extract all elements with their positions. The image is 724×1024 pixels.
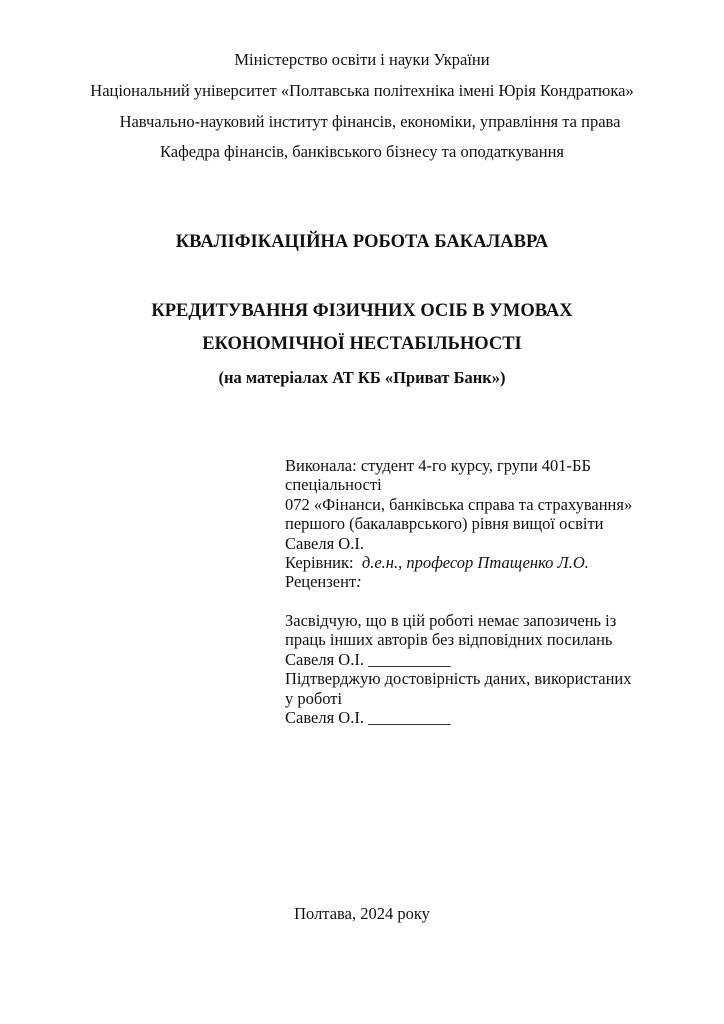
reviewer-colon: : — [356, 572, 362, 591]
thesis-title-line1: КРЕДИТУВАННЯ ФІЗИЧНИХ ОСІБ В УМОВАХ — [151, 301, 573, 321]
institute-name: Навчально-науковий інститут фінансів, економіки, управління та права — [119, 112, 621, 131]
ministry-name: Міністерство освіти і науки України — [234, 50, 490, 69]
place-year: Полтава, 2024 року — [294, 904, 430, 923]
signature-line2: Савеля О.І. __________ — [285, 708, 451, 727]
department-name: Кафедра фінансів, банківського бізнесу та оподаткування — [159, 142, 564, 161]
supervisor-line — [285, 553, 589, 573]
specialty-label: спеціальності — [285, 475, 382, 494]
thesis-subtitle: (на матеріалах АТ КБ «Приват Банк») — [218, 368, 506, 387]
declaration-line2: праць інших авторів без відповідних посилань — [285, 630, 613, 649]
confirmation-line2: у роботі — [285, 689, 343, 708]
reviewer-line — [285, 572, 362, 592]
university-name: Національний університет «Полтавська політехніка імені Юрія Кондратюка» — [90, 81, 634, 100]
specialty-value: 072 «Фінанси, банківська справа та страхування» — [285, 495, 633, 514]
declaration-line1: Засвідчую, що в цій роботі немає запозичень із — [285, 611, 617, 630]
education-level: першого (бакалаврського) рівня вищої освіти — [285, 514, 604, 533]
supervisor-value: д.е.н., професор Птащенко Л.О. — [361, 553, 589, 572]
work-type-heading: КВАЛІФІКАЦІЙНА РОБОТА БАКАЛАВРА — [175, 232, 549, 252]
author-course-line: Виконала: студент 4-го курсу, групи 401-ББ — [285, 456, 591, 475]
supervisor-label: Керівник: — [285, 553, 354, 572]
signature-line1: Савеля О.І. __________ — [285, 650, 451, 669]
thesis-title-line2: ЕКОНОМІЧНОЇ НЕСТАБІЛЬНОСТІ — [202, 334, 522, 354]
confirmation-line1: Підтверджую достовірність даних, використаних — [285, 669, 632, 688]
reviewer-label: Рецензент — [285, 572, 357, 591]
author-name: Савеля О.І. — [285, 534, 364, 553]
